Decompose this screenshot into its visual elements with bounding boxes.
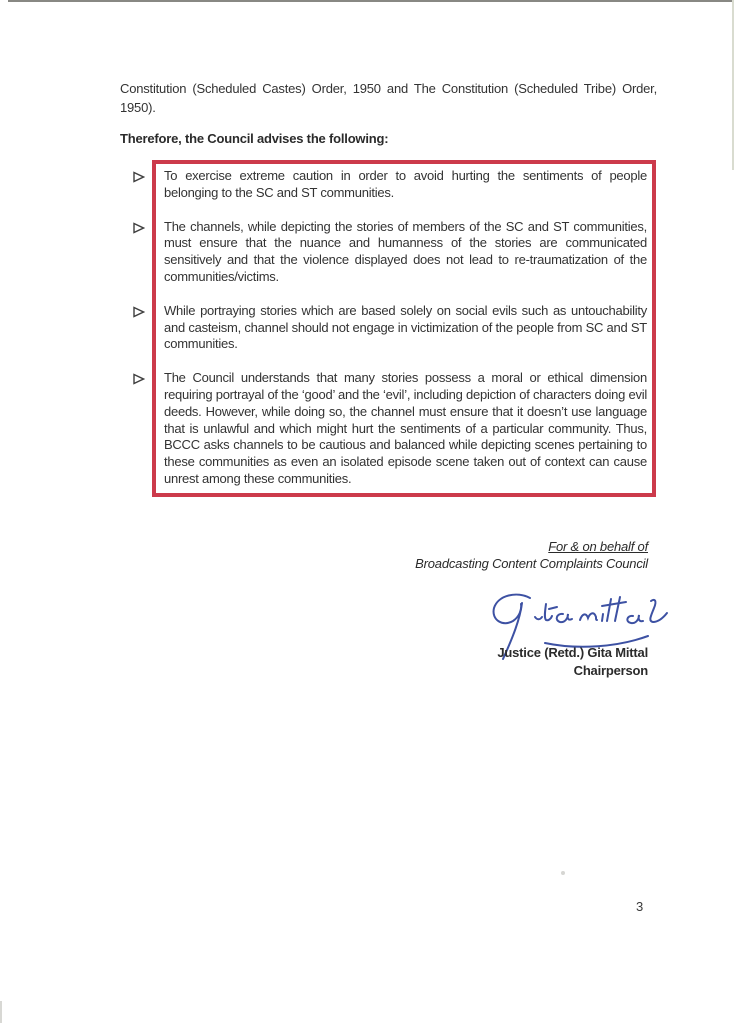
arrowhead-right-icon (133, 171, 145, 183)
signatory-name: Justice (Retd.) Gita Mittal (497, 645, 648, 660)
page-number: 3 (636, 899, 644, 914)
advisory-bullet-4-text: The Council understands that many stories possess a moral or ethical dimension requiring portrayal of the ‘good’ and the ‘evil’, including depiction of characters doing evil deeds. However, while doing so, the channel must ensure that it doesn’t use language that is unlawful and which might hurt the sentiments of a particular community. Thus, BCCC asks channels to be cautious and balanced while depicting scenes pertaining to these communities as even an isolated episode scene taken out of context can cause unrest among these communities. (164, 370, 647, 486)
signature-stroke (650, 600, 667, 622)
signature-stroke (627, 615, 643, 623)
signatory-block (348, 644, 648, 679)
signatory-title: Chairperson (573, 662, 648, 678)
scan-artifact-bottom-left (0, 1001, 2, 1023)
paragraph-continuation: Constitution (Scheduled Castes) Order, 1950 and The Constitution (Scheduled Tribe) Order, 1950). (120, 81, 657, 115)
advisory-bullet-3 (164, 303, 647, 353)
arrowhead-right-icon (133, 222, 145, 234)
signature-stroke (557, 614, 572, 622)
advisory-box (152, 160, 656, 497)
signature-stroke (615, 597, 620, 621)
signature-stroke (607, 599, 611, 621)
advisory-heading: Therefore, the Council advises the following: (120, 131, 389, 146)
signature-stroke (535, 617, 542, 619)
advisory-bullet-1-text: To exercise extreme caution in order to avoid hurting the sentiments of people belonging to the SC and ST communities. (164, 168, 647, 200)
advisory-bullet-4 (164, 370, 647, 488)
signature-stroke (602, 602, 626, 606)
organization-name: Broadcasting Content Complaints Council (415, 556, 648, 571)
arrowhead-right-icon (133, 306, 145, 318)
on-behalf-line: For & on behalf of (548, 539, 648, 554)
scan-artifact-top-edge (8, 0, 734, 2)
advisory-bullet-2-text: The channels, while depicting the stories of members of the SC and ST communities, must ensure that the nuance and humanness of the stories are communicated sensitively and that the violence displayed does not lead to re-traumatization of the communities/victims. (164, 218, 647, 284)
signature-stroke (549, 607, 557, 609)
behalf-block (348, 538, 648, 572)
scan-artifact-speck (561, 871, 565, 875)
advisory-bullet-2 (164, 219, 647, 286)
arrowhead-right-icon (133, 373, 145, 385)
signature-stroke (545, 604, 552, 620)
signature-stroke (602, 614, 603, 621)
signature-stroke (494, 595, 530, 624)
advisory-bullet-3-text: While portraying stories which are based solely on social evils such as untouchability and casteism, channel should not engage in victimization of the people from SC and ST communities. (164, 302, 647, 352)
signature-stroke (580, 613, 597, 620)
advisory-bullet-1 (164, 168, 647, 202)
